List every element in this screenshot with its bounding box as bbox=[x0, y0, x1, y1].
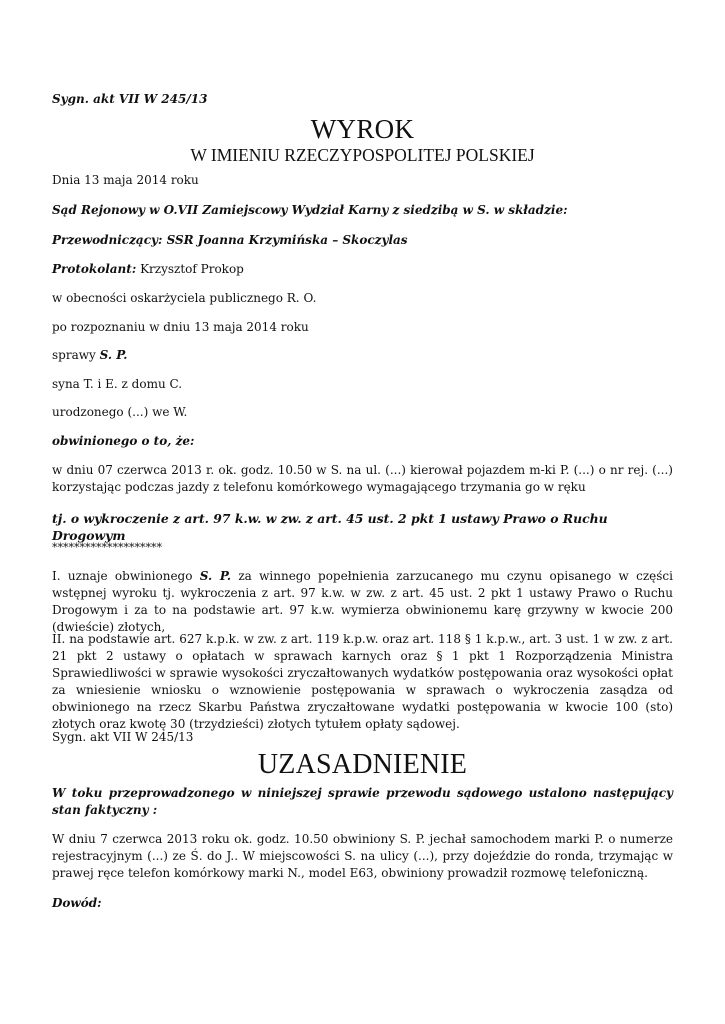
ruling-point-1 bbox=[52, 568, 673, 636]
judgment-title: WYROK bbox=[310, 114, 415, 144]
separator-line: ******************** bbox=[52, 541, 162, 554]
justification-title: UZASADNIENIE bbox=[257, 749, 468, 780]
ruling-1-prefix: I. uznaje obwinionego bbox=[52, 569, 200, 583]
evidence-heading: Dowód: bbox=[52, 896, 102, 910]
facts-paragraph: W dniu 7 czerwca 2013 roku ok. godz. 10.50 obwiniony S. P. jechał samochodem marki P. o numerze rejestracyjnym (...) ze Ś. do J.. W miejscowości S. na ulicy (...), przy dojeździe do ronda, trzymając w prawej ręce telefon komórkowy marki N., model E63, obwiniony prowadził rozmowę telefoniczną. bbox=[52, 832, 673, 880]
court-clerk bbox=[52, 261, 673, 278]
ruling-1-accused-name: S. P. bbox=[199, 569, 232, 583]
offence-qualification: tj. o wykroczenie z art. 97 k.w. w zw. z art. 45 ust. 2 pkt 1 ustawy Prawo o Ruchu Drogowym bbox=[52, 511, 608, 543]
judgment-date: Dnia 13 maja 2014 roku bbox=[52, 173, 199, 187]
ruling-point-2: II. na podstawie art. 627 k.p.k. w zw. z art. 119 k.p.w. oraz art. 118 § 1 k.p.w., art. 3 ust. 1 w zw. z art. 21 pkt 2 ustawy o opłatach w sprawach karnych oraz § 1 pkt 1 Rozporządzenia Ministra Sprawiedliwości w sprawie wysokości zryczałtowanych wydatków postępowania oraz wysokości opłat za wniesienie wniosku o wznowienie postępowania w sprawach o wykroczenia zasądza od obwinionego na rzecz Skarbu Państwa zryczałtowane wydatki postępowania w kwocie 100 (sto) złotych oraz kwotę 30 (trzydzieści) złotych tytułem opłaty sądowej. bbox=[52, 632, 673, 731]
accused-birth: urodzonego (...) we W. bbox=[52, 405, 188, 419]
charge-description: w dniu 07 czerwca 2013 r. ok. godz. 10.50 w S. na ul. (...) kierował pojazdem m-ki P. (...) o nr rej. (...) korzystając podczas jazdy z telefonu komórkowego wymagającego trzymania go w ręku bbox=[52, 463, 673, 494]
judgment-subtitle: W IMIENIU RZECZYPOSPOLITEJ POLSKIEJ bbox=[190, 145, 535, 165]
case-signature-top: Sygn. akt VII W 245/13 bbox=[52, 92, 208, 106]
court-composition: Sąd Rejonowy w O.VII Zamiejscowy Wydział Karny z siedzibą w S. w składzie: bbox=[52, 203, 568, 217]
clerk-label: Protokolant: bbox=[52, 262, 137, 276]
justification-intro: W toku przeprowadzonego w niniejszej sprawie przewodu sądowego ustalono następujący stan faktyczny : bbox=[52, 786, 673, 817]
accused-parents: syna T. i E. z domu C. bbox=[52, 377, 183, 391]
case-signature-bottom: Sygn. akt VII W 245/13 bbox=[52, 730, 194, 744]
case-prefix: sprawy bbox=[52, 348, 100, 362]
clerk-name: Krzysztof Prokop bbox=[136, 262, 244, 276]
accusation-heading: obwinionego o to, że: bbox=[52, 434, 195, 448]
ruling-1-text: za winnego popełnienia zarzucanego mu czynu opisanego w części wstępnej wyroku tj. wykroczenia z art. 97 k.w. w zw. z art. 45 ust. 2 pkt 1 ustawy Prawo o Ruchu Drogowym i za to na podstawie art. 97 k.w. wymierza obwinionemu karę grzywny w kwocie 200 (dwieście) złotych, bbox=[52, 569, 673, 634]
hearing-date: po rozpoznaniu w dniu 13 maja 2014 roku bbox=[52, 320, 309, 334]
presiding-judge: Przewodniczący: SSR Joanna Krzymińska – Skoczylas bbox=[52, 233, 408, 247]
accused-name: S. P. bbox=[99, 348, 128, 362]
case-party bbox=[52, 347, 673, 364]
prosecutor-presence: w obecności oskarżyciela publicznego R. O. bbox=[52, 291, 317, 305]
